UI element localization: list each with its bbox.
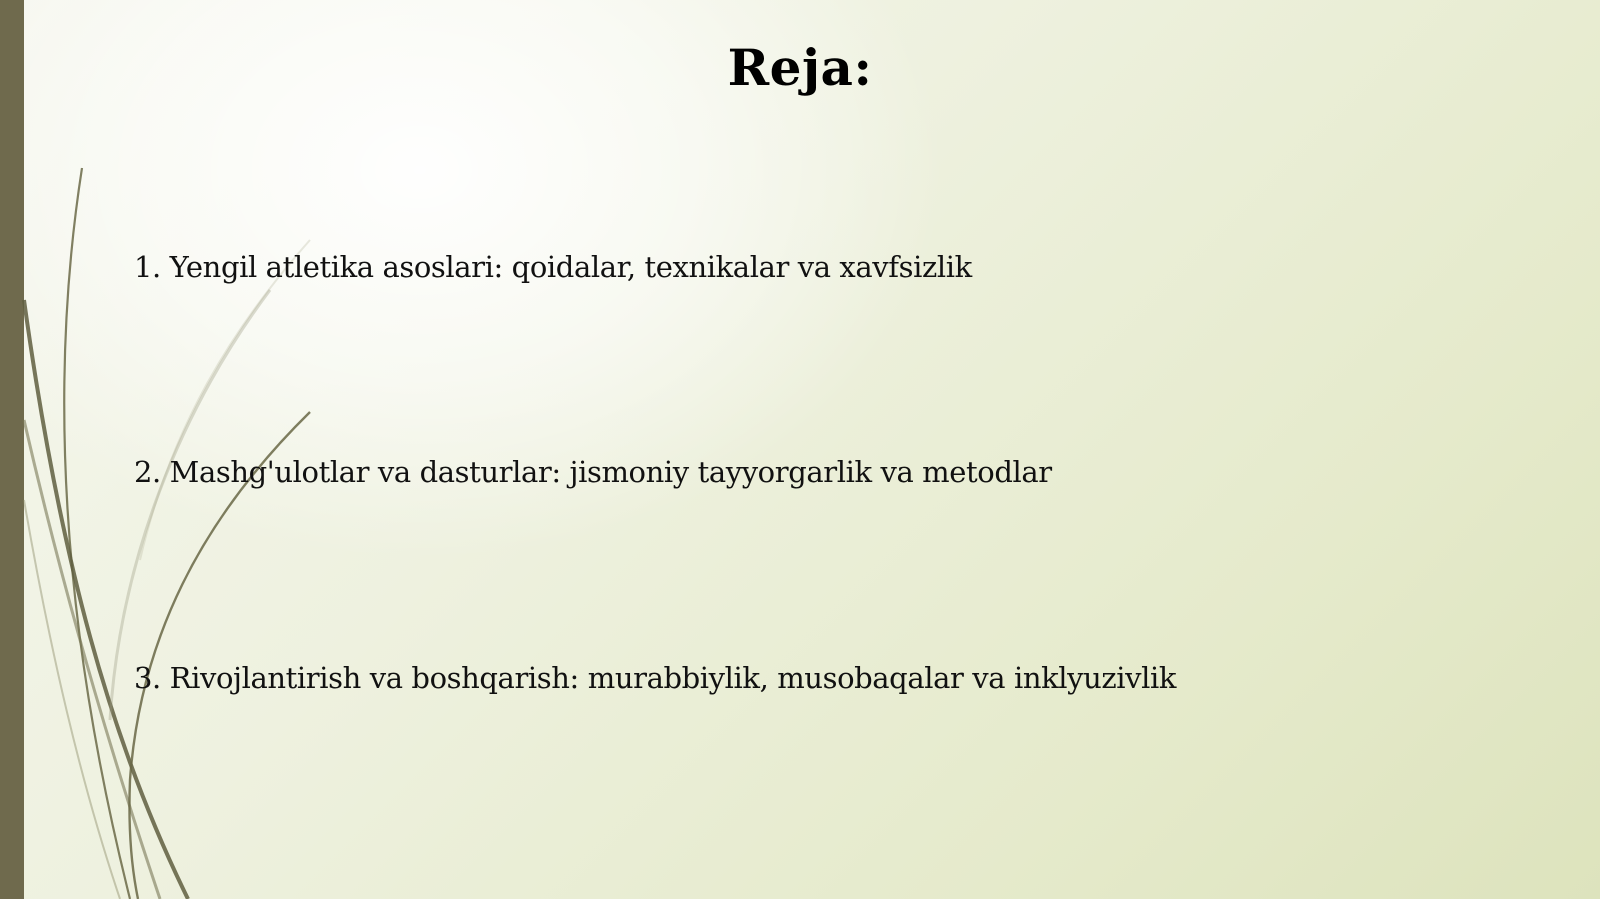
grass-decoration (0, 0, 340, 899)
agenda-item-2: 2. Mashg'ulotlar va dasturlar: jismoniy tayyorgarlik va metodlar (134, 455, 1052, 489)
agenda-item-1: 1. Yengil atletika asoslari: qoidalar, texnikalar va xavfsizlik (134, 250, 972, 284)
slide-title: Reja: (727, 38, 873, 97)
agenda-item-3: 3. Rivojlantirish va boshqarish: murabbiylik, musobaqalar va inklyuzivlik (134, 661, 1177, 695)
